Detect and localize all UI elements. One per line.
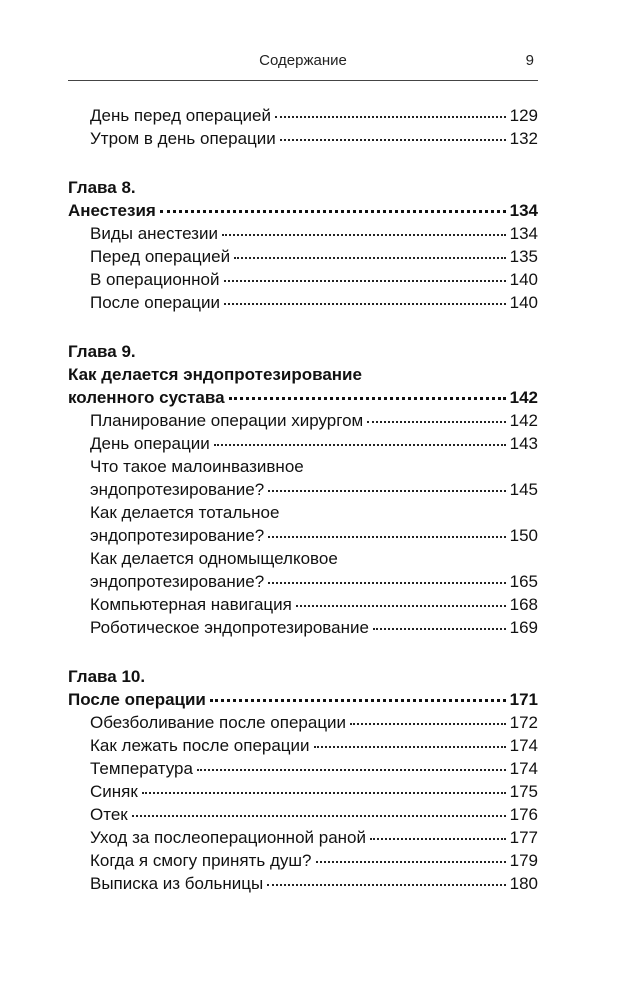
- chapter-title: После операции: [68, 690, 206, 709]
- toc-entry-page: 169: [509, 618, 538, 637]
- toc-entry[interactable]: [68, 616, 538, 639]
- toc-entry-title: После операции: [90, 293, 221, 312]
- chapter-page: 142: [509, 388, 538, 407]
- toc-entry-title: Выписка из больницы: [90, 874, 264, 893]
- leader-dots: [160, 209, 506, 213]
- toc-entry[interactable]: [68, 780, 538, 803]
- leader-dots: [268, 489, 505, 492]
- toc-entry-title: Утром в день операции: [90, 129, 276, 148]
- toc-entry-page: 174: [509, 759, 538, 778]
- toc-entry[interactable]: [68, 291, 538, 314]
- toc-entry[interactable]: [68, 872, 538, 895]
- toc-entry-page: 168: [509, 595, 538, 614]
- leader-dots: [132, 814, 506, 817]
- toc-entry-page: 175: [509, 782, 538, 801]
- leader-dots: [142, 791, 506, 794]
- leader-dots: [367, 420, 505, 423]
- toc-entry-line1[interactable]: Что такое малоинвазивное: [90, 457, 304, 476]
- toc-entry-title: Обезболивание после операции: [90, 713, 347, 732]
- toc-entry-title: Планирование операции хирургом: [90, 411, 364, 430]
- toc-entry[interactable]: [68, 222, 538, 245]
- leader-dots: [275, 115, 506, 118]
- toc-entry-line1[interactable]: Как делается одномыщелковое: [90, 549, 338, 568]
- toc-entry-line1[interactable]: Как делается тотальное: [90, 503, 280, 522]
- leader-dots: [222, 233, 506, 236]
- running-header: [68, 52, 538, 74]
- toc-entry[interactable]: [68, 711, 538, 734]
- chapter-title: коленного сустава: [68, 388, 225, 407]
- toc-entry-title: эндопротезирование?: [90, 526, 265, 545]
- toc-entry-page: 132: [509, 129, 538, 148]
- leader-dots: [373, 627, 506, 630]
- toc-entry-page: 150: [509, 526, 538, 545]
- leader-dots: [267, 883, 505, 886]
- toc-entry-page: 165: [509, 572, 538, 591]
- toc-entry[interactable]: [68, 432, 538, 455]
- toc-entry[interactable]: [68, 409, 538, 432]
- toc-entry-page: 134: [509, 224, 538, 243]
- leader-dots: [296, 604, 506, 607]
- toc-entry-page: 143: [509, 434, 538, 453]
- leader-dots: [280, 138, 506, 141]
- toc-entry-title: Когда я смогу принять душ?: [90, 851, 312, 870]
- toc-entry-page: 135: [509, 247, 538, 266]
- toc-entry-page: 177: [509, 828, 538, 847]
- leader-dots: [197, 768, 506, 771]
- toc-entry-page: 140: [509, 293, 538, 312]
- chapter-9-label: Глава 9.: [68, 342, 136, 361]
- toc-entry[interactable]: [68, 803, 538, 826]
- chapter-9-title-line1[interactable]: Как делается эндопротезирование: [68, 365, 362, 384]
- chapter-9-title-entry[interactable]: [68, 386, 538, 409]
- chapter-page: 134: [509, 201, 538, 220]
- toc-entry-title: День операции: [90, 434, 210, 453]
- toc-entry-page: 142: [509, 411, 538, 430]
- header-page-number: 9: [525, 52, 534, 69]
- toc-entry[interactable]: [68, 570, 538, 593]
- chapter-8-title-entry[interactable]: [68, 199, 538, 222]
- toc-entry-title: Синяк: [90, 782, 138, 801]
- toc-entry[interactable]: [68, 757, 538, 780]
- toc-entry-page: 129: [509, 106, 538, 125]
- table-of-contents: [68, 104, 538, 895]
- toc-entry-page: 145: [509, 480, 538, 499]
- toc-entry[interactable]: [68, 268, 538, 291]
- toc-entry-page: 140: [509, 270, 538, 289]
- toc-entry[interactable]: [68, 826, 538, 849]
- toc-entry-title: Перед операцией: [90, 247, 231, 266]
- chapter-8-label: Глава 8.: [68, 178, 136, 197]
- chapter-10-label: Глава 10.: [68, 667, 146, 686]
- leader-dots: [268, 535, 505, 538]
- toc-entry-page: 180: [509, 874, 538, 893]
- chapter-title: Анестезия: [68, 201, 156, 220]
- leader-dots: [214, 443, 506, 446]
- toc-entry[interactable]: [68, 734, 538, 757]
- leader-dots: [210, 698, 506, 702]
- chapter-page: 171: [509, 690, 538, 709]
- toc-entry-title: Уход за послеоперационной раной: [90, 828, 366, 847]
- toc-entry-title: Температура: [90, 759, 193, 778]
- toc-entry-title: эндопротезирование?: [90, 572, 265, 591]
- toc-entry-page: 179: [509, 851, 538, 870]
- toc-entry-title: Роботическое эндопротезирование: [90, 618, 369, 637]
- toc-entry[interactable]: [68, 849, 538, 872]
- leader-dots: [224, 279, 506, 282]
- chapter-10-title-entry[interactable]: [68, 688, 538, 711]
- leader-dots: [370, 837, 506, 840]
- toc-entry[interactable]: [68, 524, 538, 547]
- toc-entry-title: Компьютерная навигация: [90, 595, 292, 614]
- leader-dots: [316, 860, 506, 863]
- toc-entry[interactable]: [68, 593, 538, 616]
- leader-dots: [350, 722, 506, 725]
- toc-entry-title: Виды анестезии: [90, 224, 218, 243]
- toc-entry-title: В операционной: [90, 270, 220, 289]
- toc-entry-page: 174: [509, 736, 538, 755]
- toc-entry-title: Как лежать после операции: [90, 736, 310, 755]
- toc-entry-title: День перед операцией: [90, 106, 271, 125]
- toc-entry[interactable]: [68, 245, 538, 268]
- toc-entry-title: эндопротезирование?: [90, 480, 265, 499]
- header-title: Содержание: [259, 52, 347, 69]
- leader-dots: [224, 302, 506, 305]
- toc-entry[interactable]: [68, 478, 538, 501]
- toc-entry-page: 176: [509, 805, 538, 824]
- leader-dots: [234, 256, 506, 259]
- leader-dots: [314, 745, 506, 748]
- toc-entry-title: Отек: [90, 805, 128, 824]
- leader-dots: [268, 581, 505, 584]
- leader-dots: [229, 396, 506, 400]
- toc-entry[interactable]: [68, 104, 538, 127]
- toc-entry-page: 172: [509, 713, 538, 732]
- header-rule: [68, 80, 538, 81]
- toc-entry[interactable]: [68, 127, 538, 150]
